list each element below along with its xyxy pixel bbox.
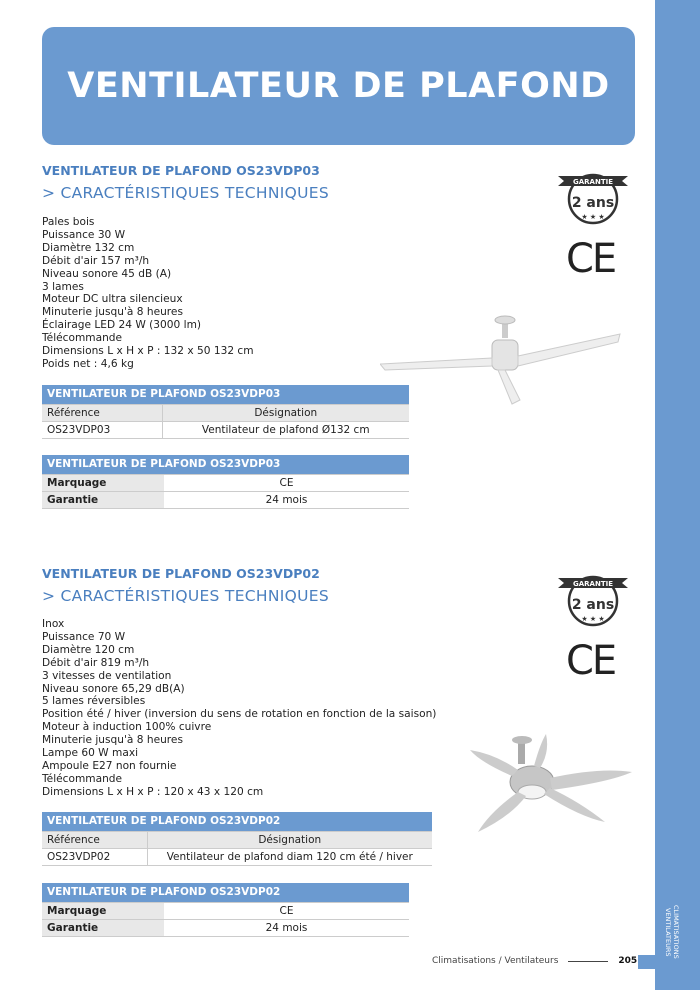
marking-value: CE (164, 902, 409, 919)
details-table (42, 883, 409, 937)
spec-item: Minuterie jusqu'à 8 heures (42, 734, 183, 747)
spec-item: Moteur DC ultra silencieux (42, 293, 183, 306)
col-header-reference: Référence (42, 831, 147, 848)
col-header-designation: Désignation (162, 404, 409, 421)
product-subtitle: > CARACTÉRISTIQUES TECHNIQUES (42, 587, 330, 605)
col-header-designation: Désignation (147, 831, 432, 848)
spec-item: Télécommande (42, 332, 123, 345)
spec-item: Éclairage LED 24 W (3000 lm) (42, 319, 202, 332)
ce-mark-icon: CE (566, 638, 616, 684)
spec-item: Ampoule E27 non fournie (42, 759, 177, 772)
designation-cell: Ventilateur de plafond diam 120 cm été / hiver (147, 848, 432, 865)
sidebar-label (664, 905, 680, 959)
spec-list (42, 618, 436, 799)
sidebar-strip (655, 0, 700, 990)
warranty-badge (556, 168, 630, 226)
footer-divider (568, 961, 608, 962)
spec-item: Poids net : 4,6 kg (42, 357, 134, 370)
badge-main-text: 2 ans (571, 597, 615, 613)
badge-top-text: GARANTIE (573, 580, 613, 588)
reference-cell: OS23VDP02 (42, 848, 147, 865)
marking-label: Marquage (42, 474, 164, 491)
details-table (42, 455, 409, 509)
product-title: VENTILATEUR DE PLAFOND OS23VDP03 (42, 163, 320, 178)
table-title: VENTILATEUR DE PLAFOND OS23VDP02 (42, 812, 432, 831)
spec-item: Dimensions L x H x P : 120 x 43 x 120 cm (42, 785, 264, 798)
spec-item: Débit d'air 819 m³/h (42, 656, 150, 669)
spec-item: Pales bois (42, 216, 95, 228)
page-header (42, 27, 635, 145)
spec-list (42, 216, 254, 371)
warranty-badge (556, 570, 630, 628)
badge-main-text: 2 ans (571, 195, 615, 211)
sidebar-label-line1: CLIMATISATIONS (672, 905, 680, 959)
warranty-label: Garantie (42, 491, 164, 508)
footer-section: Climatisations / Ventilateurs (432, 956, 559, 966)
svg-text:★ ★ ★: ★ ★ ★ (581, 615, 605, 623)
table-title: VENTILATEUR DE PLAFOND OS23VDP03 (42, 385, 409, 404)
reference-table (42, 812, 432, 866)
badge-top-text: GARANTIE (573, 178, 613, 186)
sidebar-label-line2: VENTILATEURS (664, 907, 672, 957)
spec-item: Télécommande (42, 772, 123, 785)
spec-item: Lampe 60 W maxi (42, 747, 139, 760)
product-title: VENTILATEUR DE PLAFOND OS23VDP02 (42, 566, 320, 581)
table-title: VENTILATEUR DE PLAFOND OS23VDP02 (42, 883, 409, 902)
spec-item: Diamètre 132 cm (42, 241, 135, 254)
ceiling-fan-image (380, 312, 630, 407)
page-title: VENTILATEUR DE PLAFOND (67, 66, 610, 106)
page-number: 205 (618, 956, 638, 966)
spec-item: Minuterie jusqu'à 8 heures (42, 306, 183, 319)
spec-item: Position été / hiver (inversion du sens de rotation en fonction de la saison) (42, 708, 437, 721)
marking-value: CE (164, 474, 409, 491)
warranty-value: 24 mois (164, 491, 409, 508)
spec-item: Niveau sonore 65,29 dB(A) (42, 682, 185, 695)
ceiling-fan-image (470, 732, 640, 837)
reference-cell: OS23VDP03 (42, 421, 162, 438)
designation-cell: Ventilateur de plafond Ø132 cm (162, 421, 409, 438)
spec-item: 3 lames (42, 280, 84, 293)
reference-table (42, 385, 409, 439)
ce-mark-icon: CE (566, 236, 616, 282)
spec-item: Diamètre 120 cm (42, 643, 135, 656)
spec-item: 5 lames réversibles (42, 695, 146, 708)
spec-item: Moteur à induction 100% cuivre (42, 721, 212, 734)
spec-item: Dimensions L x H x P : 132 x 50 132 cm (42, 345, 254, 358)
product-subtitle: > CARACTÉRISTIQUES TECHNIQUES (42, 184, 330, 202)
page-tab (638, 955, 658, 969)
warranty-value: 24 mois (164, 919, 409, 936)
spec-item: Niveau sonore 45 dB (A) (42, 267, 172, 280)
spec-item: Inox (42, 618, 65, 630)
spec-item: Puissance 30 W (42, 228, 126, 241)
col-header-reference: Référence (42, 404, 162, 421)
table-title: VENTILATEUR DE PLAFOND OS23VDP03 (42, 455, 409, 474)
page-footer (432, 956, 637, 966)
svg-text:★ ★ ★: ★ ★ ★ (581, 213, 605, 221)
spec-item: Puissance 70 W (42, 630, 126, 643)
marking-label: Marquage (42, 902, 164, 919)
warranty-label: Garantie (42, 919, 164, 936)
spec-item: 3 vitesses de ventilation (42, 669, 172, 682)
spec-item: Débit d'air 157 m³/h (42, 254, 150, 267)
